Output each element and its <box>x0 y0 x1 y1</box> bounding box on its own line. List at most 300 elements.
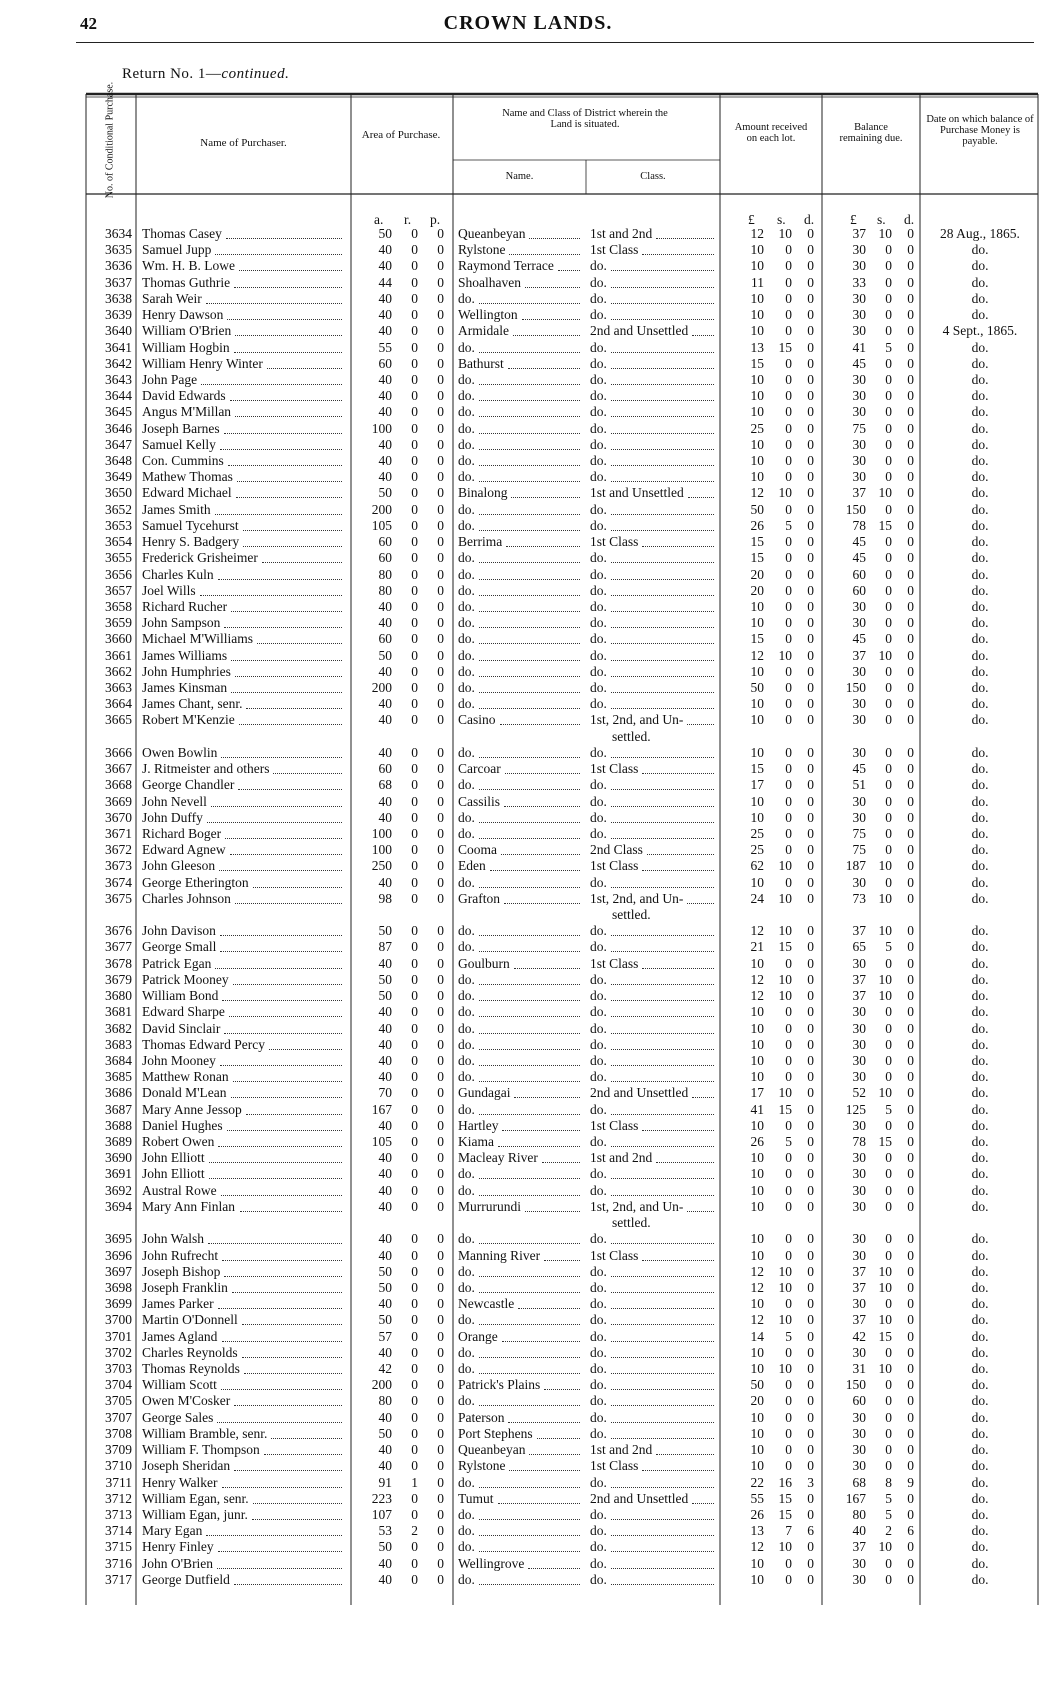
purchase-number: 3638 <box>105 290 132 306</box>
balance-pounds: 41 <box>852 339 866 355</box>
area-acres: 40 <box>378 388 392 404</box>
area-perches: 0 <box>437 1555 444 1571</box>
area-roods: 0 <box>411 436 418 452</box>
purchaser-name: George Small <box>142 939 217 955</box>
balance-shillings: 0 <box>885 761 892 777</box>
balance-pounds: 30 <box>852 1409 866 1425</box>
balance-shillings: 10 <box>878 647 892 663</box>
district-name: Murrurundi <box>458 1198 521 1214</box>
balance-pence: 0 <box>907 890 914 906</box>
purchase-number: 3664 <box>105 696 132 712</box>
balance-pounds: 30 <box>852 323 866 339</box>
amount-shillings: 0 <box>785 534 792 550</box>
balance-shillings: 0 <box>885 874 892 890</box>
purchaser-name: George Chandler <box>142 777 235 793</box>
payment-date: do. <box>971 436 989 452</box>
dot-leader <box>611 1081 714 1082</box>
district-name: do. <box>458 339 475 355</box>
balance-shillings: 0 <box>885 355 892 371</box>
dot-leader <box>233 984 342 985</box>
dot-leader <box>479 887 580 888</box>
dot-leader <box>227 1130 342 1131</box>
balance-shillings: 0 <box>885 1231 892 1247</box>
district-name: Berrima <box>458 534 503 550</box>
amount-pence: 0 <box>807 777 814 793</box>
balance-shillings: 0 <box>885 388 892 404</box>
balance-shillings: 10 <box>878 226 892 241</box>
purchaser-name: John Gleeson <box>142 858 216 874</box>
area-roods: 0 <box>411 534 418 550</box>
unit-amount-shillings: s. <box>777 212 786 227</box>
dot-leader <box>611 319 714 320</box>
district-class: 1st Class <box>590 242 639 258</box>
balance-shillings: 10 <box>878 1539 892 1555</box>
amount-shillings: 0 <box>785 663 792 679</box>
dot-leader <box>558 270 580 271</box>
amount-pence: 3 <box>807 1474 814 1490</box>
dot-leader <box>479 562 580 563</box>
col-header-district-name: Name. <box>505 171 534 182</box>
dot-leader <box>611 1551 714 1552</box>
amount-pounds: 10 <box>750 1150 764 1166</box>
purchase-number: 3671 <box>105 825 132 841</box>
dot-leader <box>611 1308 714 1309</box>
district-class: do. <box>590 598 607 614</box>
amount-shillings: 0 <box>785 1296 792 1312</box>
purchaser-name: Charles Reynolds <box>142 1344 238 1360</box>
balance-shillings: 0 <box>885 1166 892 1182</box>
area-perches: 0 <box>437 388 444 404</box>
balance-shillings: 10 <box>878 1361 892 1376</box>
amount-pence: 0 <box>807 1101 814 1117</box>
col-header-date: Date on which balance of Purchase Money is payable. <box>926 114 1034 147</box>
area-perches: 0 <box>437 696 444 712</box>
balance-pence: 0 <box>907 663 914 679</box>
payment-date: do. <box>971 1150 989 1166</box>
balance-shillings: 0 <box>885 453 892 468</box>
purchaser-name: William Bond <box>142 988 219 1004</box>
area-perches: 0 <box>437 420 444 436</box>
area-perches: 0 <box>437 1036 444 1052</box>
purchaser-name: Robert Owen <box>142 1134 215 1149</box>
unit-amount-pence: d. <box>804 212 815 227</box>
district-name: do. <box>458 582 475 598</box>
balance-pounds: 30 <box>852 1442 866 1458</box>
area-perches: 0 <box>437 971 444 987</box>
amount-shillings: 10 <box>778 1361 792 1376</box>
amount-shillings: 0 <box>785 1004 792 1020</box>
purchase-number: 3648 <box>105 453 132 468</box>
payment-date: do. <box>971 1458 989 1474</box>
dot-leader <box>479 627 580 628</box>
dot-leader <box>252 1519 342 1520</box>
balance-shillings: 0 <box>885 1198 892 1214</box>
area-perches: 0 <box>437 501 444 517</box>
purchase-number: 3707 <box>105 1409 132 1425</box>
purchase-number: 3661 <box>105 647 132 663</box>
amount-pence: 0 <box>807 1312 814 1328</box>
area-perches: 0 <box>437 1052 444 1068</box>
area-roods: 0 <box>411 874 418 890</box>
purchaser-name: John Mooney <box>142 1052 216 1068</box>
balance-pence: 0 <box>907 858 914 874</box>
balance-pence: 0 <box>907 323 914 339</box>
amount-pounds: 10 <box>750 436 764 452</box>
balance-shillings: 0 <box>885 793 892 809</box>
dot-leader <box>611 595 714 596</box>
amount-pounds: 22 <box>750 1474 764 1490</box>
balance-pence: 0 <box>907 1036 914 1052</box>
balance-pence: 0 <box>907 1085 914 1101</box>
amount-pounds: 50 <box>750 501 764 517</box>
area-perches: 0 <box>437 1458 444 1474</box>
payment-date: do. <box>971 1571 989 1587</box>
dot-leader <box>218 1551 342 1552</box>
amount-pence: 0 <box>807 1279 814 1295</box>
area-roods: 0 <box>411 517 418 533</box>
district-name: Paterson <box>458 1409 505 1425</box>
area-perches: 0 <box>437 1425 444 1441</box>
balance-pence: 0 <box>907 598 914 614</box>
area-perches: 0 <box>437 1377 444 1393</box>
balance-pence: 0 <box>907 809 914 825</box>
amount-shillings: 0 <box>785 1052 792 1068</box>
dot-leader <box>529 238 580 239</box>
amount-shillings: 0 <box>785 1198 792 1214</box>
amount-pounds: 62 <box>750 858 764 874</box>
subtitle-italic: continued. <box>221 66 290 82</box>
payment-date: do. <box>971 1263 989 1279</box>
area-acres: 40 <box>378 1198 392 1214</box>
area-acres: 100 <box>371 420 392 436</box>
area-perches: 0 <box>437 355 444 371</box>
dot-leader <box>611 627 714 628</box>
balance-pence: 0 <box>907 1263 914 1279</box>
area-roods: 0 <box>411 1069 418 1085</box>
dot-leader <box>611 1033 714 1034</box>
balance-pounds: 37 <box>852 1263 866 1279</box>
balance-pence: 0 <box>907 371 914 387</box>
amount-shillings: 5 <box>785 1134 792 1149</box>
amount-shillings: 0 <box>785 501 792 517</box>
purchase-number: 3685 <box>105 1069 132 1085</box>
balance-shillings: 0 <box>885 1150 892 1166</box>
district-name: Rylstone <box>458 242 506 258</box>
dot-leader <box>479 400 580 401</box>
amount-pence: 0 <box>807 1069 814 1085</box>
district-class: do. <box>590 939 607 955</box>
dot-leader <box>642 870 714 871</box>
balance-shillings: 0 <box>885 1425 892 1441</box>
area-roods: 0 <box>411 242 418 258</box>
balance-shillings: 0 <box>885 1442 892 1458</box>
dot-leader <box>234 287 342 288</box>
col-header-no: No. of Conditional Purchase. <box>104 81 116 199</box>
area-roods: 0 <box>411 371 418 387</box>
purchaser-name: Angus M'Millan <box>142 404 232 420</box>
balance-pence: 0 <box>907 777 914 793</box>
area-perches: 0 <box>437 712 444 728</box>
dot-leader <box>611 1405 714 1406</box>
amount-pence: 0 <box>807 793 814 809</box>
purchase-number: 3644 <box>105 388 132 404</box>
area-perches: 0 <box>437 550 444 566</box>
col-header-area: Area of Purchase. <box>361 129 441 141</box>
amount-pence: 0 <box>807 1458 814 1474</box>
balance-shillings: 0 <box>885 744 892 760</box>
area-perches: 0 <box>437 582 444 598</box>
purchase-number: 3652 <box>105 501 132 517</box>
amount-pence: 0 <box>807 1296 814 1312</box>
dot-leader <box>611 1373 714 1374</box>
district-class-continued: settled. <box>612 907 651 922</box>
balance-shillings: 0 <box>885 1555 892 1571</box>
amount-shillings: 0 <box>785 809 792 825</box>
dot-leader <box>239 724 342 725</box>
purchase-number: 3676 <box>105 923 132 939</box>
dot-leader <box>257 643 342 644</box>
purchase-number: 3653 <box>105 517 132 533</box>
balance-pence: 0 <box>907 1117 914 1133</box>
dot-leader <box>542 1162 580 1163</box>
balance-shillings: 0 <box>885 842 892 858</box>
district-name: do. <box>458 1344 475 1360</box>
district-name: Port Stephens <box>458 1425 533 1441</box>
amount-shillings: 0 <box>785 1571 792 1587</box>
dot-leader <box>528 1568 580 1569</box>
purchaser-name: John O'Brien <box>142 1555 214 1571</box>
amount-shillings: 0 <box>785 615 792 631</box>
area-perches: 0 <box>437 1409 444 1425</box>
amount-pounds: 10 <box>750 1020 764 1036</box>
dot-leader <box>240 1211 342 1212</box>
dot-leader <box>642 1260 714 1261</box>
district-class: do. <box>590 550 607 566</box>
amount-pence: 6 <box>807 1523 814 1539</box>
amount-pounds: 12 <box>750 1279 764 1295</box>
amount-pounds: 10 <box>750 1296 764 1312</box>
area-acres: 40 <box>378 290 392 306</box>
purchase-number: 3716 <box>105 1555 132 1571</box>
balance-pence: 0 <box>907 1442 914 1458</box>
district-name: Newcastle <box>458 1296 515 1312</box>
area-acres: 40 <box>378 1166 392 1182</box>
balance-shillings: 0 <box>885 1247 892 1263</box>
balance-pounds: 30 <box>852 955 866 971</box>
balance-pence: 0 <box>907 501 914 517</box>
amount-pence: 0 <box>807 874 814 890</box>
dot-leader <box>687 903 714 904</box>
amount-pounds: 10 <box>750 712 764 728</box>
area-roods: 1 <box>411 1474 418 1490</box>
area-acres: 80 <box>378 566 392 582</box>
district-class: do. <box>590 258 607 274</box>
area-perches: 0 <box>437 598 444 614</box>
district-name: Grafton <box>458 890 500 906</box>
balance-shillings: 0 <box>885 1069 892 1085</box>
balance-pounds: 30 <box>852 598 866 614</box>
district-name: Armidale <box>458 323 509 339</box>
amount-pounds: 55 <box>750 1490 764 1506</box>
balance-pence: 0 <box>907 485 914 501</box>
payment-date: do. <box>971 1393 989 1409</box>
dot-leader <box>611 1276 714 1277</box>
amount-pence: 0 <box>807 1247 814 1263</box>
dot-leader <box>479 449 580 450</box>
area-roods: 0 <box>411 1377 418 1393</box>
area-roods: 0 <box>411 323 418 339</box>
balance-pounds: 30 <box>852 1458 866 1474</box>
district-class: do. <box>590 1571 607 1587</box>
amount-shillings: 0 <box>785 1425 792 1441</box>
area-roods: 0 <box>411 1344 418 1360</box>
area-perches: 0 <box>437 1150 444 1166</box>
amount-pounds: 11 <box>751 274 764 290</box>
dot-leader <box>221 1389 342 1390</box>
purchaser-name: Mathew Thomas <box>142 469 233 485</box>
district-class: do. <box>590 777 607 793</box>
dot-leader <box>506 546 580 547</box>
amount-shillings: 10 <box>778 1539 792 1555</box>
area-acres: 50 <box>378 226 392 241</box>
amount-pounds: 10 <box>750 598 764 614</box>
dot-leader <box>611 1195 714 1196</box>
district-class: 2nd Class <box>590 842 643 858</box>
balance-pence: 0 <box>907 1539 914 1555</box>
balance-pounds: 30 <box>852 1052 866 1068</box>
balance-pence: 0 <box>907 582 914 598</box>
balance-pounds: 30 <box>852 663 866 679</box>
amount-pounds: 10 <box>750 1036 764 1052</box>
district-class: do. <box>590 1555 607 1571</box>
district-name: do. <box>458 436 475 452</box>
purchaser-name: Edward Michael <box>142 485 232 501</box>
area-roods: 0 <box>411 631 418 647</box>
amount-pence: 0 <box>807 1377 814 1393</box>
balance-pence: 0 <box>907 1377 914 1393</box>
purchase-number: 3704 <box>105 1377 132 1393</box>
area-roods: 0 <box>411 777 418 793</box>
balance-pence: 0 <box>907 1150 914 1166</box>
area-acres: 57 <box>378 1328 392 1344</box>
purchaser-name: George Dutfield <box>142 1571 230 1587</box>
district-class: do. <box>590 355 607 371</box>
amount-pounds: 10 <box>750 1231 764 1247</box>
payment-date: do. <box>971 1166 989 1182</box>
balance-pence: 0 <box>907 712 914 728</box>
dot-leader <box>479 1065 580 1066</box>
area-roods: 0 <box>411 1150 418 1166</box>
balance-pounds: 30 <box>852 453 866 468</box>
dot-leader <box>246 1114 342 1115</box>
balance-pounds: 45 <box>852 534 866 550</box>
balance-shillings: 10 <box>878 971 892 987</box>
unit-perches: p. <box>430 212 441 227</box>
dot-leader <box>220 935 342 936</box>
amount-shillings: 0 <box>785 1555 792 1571</box>
dot-leader <box>234 1470 342 1471</box>
district-class: 1st and 2nd <box>590 1150 653 1166</box>
amount-pounds: 10 <box>750 1166 764 1182</box>
amount-pence: 0 <box>807 631 814 647</box>
amount-pence: 0 <box>807 1052 814 1068</box>
payment-date: do. <box>971 777 989 793</box>
district-class-continued: settled. <box>612 1215 651 1231</box>
area-acres: 50 <box>378 1279 392 1295</box>
balance-pence: 0 <box>907 1069 914 1085</box>
area-perches: 0 <box>437 566 444 582</box>
balance-shillings: 0 <box>885 631 892 647</box>
balance-shillings: 0 <box>885 582 892 598</box>
amount-pence: 0 <box>807 680 814 695</box>
balance-shillings: 0 <box>885 663 892 679</box>
amount-pence: 0 <box>807 290 814 306</box>
payment-date: do. <box>971 1198 989 1214</box>
dot-leader <box>498 1503 580 1504</box>
purchase-number: 3689 <box>105 1134 132 1149</box>
area-roods: 0 <box>411 1166 418 1182</box>
balance-pounds: 37 <box>852 923 866 939</box>
district-class: do. <box>590 1231 607 1247</box>
purchaser-name: Joseph Barnes <box>142 420 220 436</box>
area-perches: 0 <box>437 1198 444 1214</box>
purchaser-name: Henry S. Badgery <box>142 534 240 550</box>
amount-pence: 0 <box>807 485 814 501</box>
page-number: 42 <box>80 14 97 33</box>
amount-pence: 0 <box>807 858 814 874</box>
area-perches: 0 <box>437 1474 444 1490</box>
district-name: Patrick's Plains <box>458 1377 541 1393</box>
dot-leader <box>235 335 342 336</box>
dot-leader <box>479 1033 580 1034</box>
district-name: do. <box>458 501 475 517</box>
amount-shillings: 0 <box>785 631 792 647</box>
payment-date: 28 Aug., 1865. <box>940 226 1020 241</box>
area-perches: 0 <box>437 1004 444 1020</box>
area-roods: 0 <box>411 1555 418 1571</box>
purchaser-name: William Scott <box>142 1377 217 1393</box>
area-roods: 0 <box>411 501 418 517</box>
payment-date: do. <box>971 631 989 647</box>
payment-date: do. <box>971 647 989 663</box>
area-acres: 60 <box>378 761 392 777</box>
balance-pence: 0 <box>907 1182 914 1198</box>
balance-pence: 0 <box>907 1393 914 1409</box>
purchase-number: 3659 <box>105 615 132 631</box>
purchaser-name: Con. Cummins <box>142 453 224 468</box>
district-name: Bathurst <box>458 355 504 371</box>
area-acres: 80 <box>378 1393 392 1409</box>
amount-shillings: 10 <box>778 226 792 241</box>
purchaser-name: Edward Agnew <box>142 842 226 858</box>
purchase-number: 3710 <box>105 1458 132 1474</box>
area-roods: 0 <box>411 825 418 841</box>
dot-leader <box>206 1535 342 1536</box>
amount-pounds: 26 <box>750 517 764 533</box>
area-acres: 40 <box>378 1571 392 1587</box>
area-acres: 40 <box>378 712 392 728</box>
purchase-number: 3690 <box>105 1150 132 1166</box>
amount-pounds: 12 <box>750 988 764 1004</box>
amount-pence: 0 <box>807 404 814 420</box>
amount-pence: 0 <box>807 307 814 323</box>
dot-leader <box>514 1097 580 1098</box>
dot-leader <box>611 368 714 369</box>
purchase-number: 3636 <box>105 258 132 274</box>
area-acres: 105 <box>371 517 392 533</box>
district-class: do. <box>590 517 607 533</box>
dot-leader <box>611 449 714 450</box>
